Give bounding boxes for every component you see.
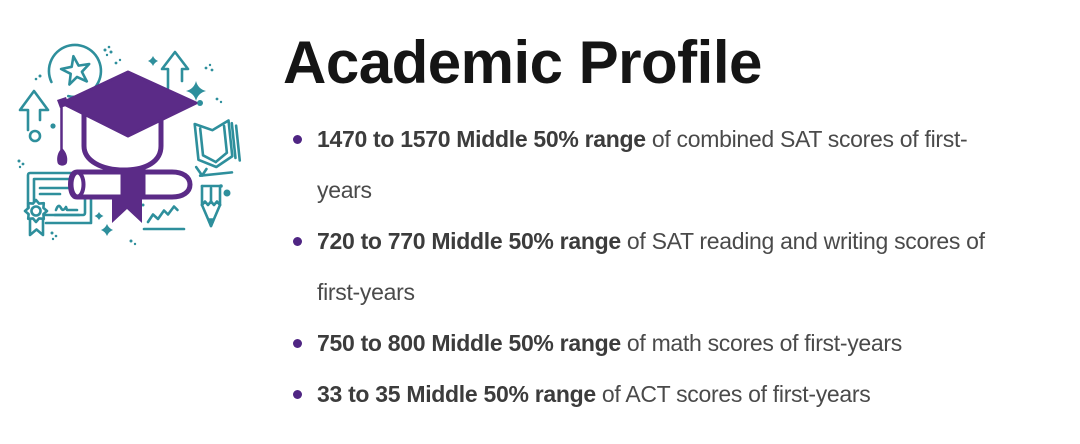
diploma-scroll-icon [71,169,191,224]
ribbon-banner [112,195,142,223]
stat-range: 750 to 800 Middle 50% range [317,330,621,356]
sparkle-icon [148,56,158,66]
up-arrow-right-icon [162,52,188,88]
list-item-act: 33 to 35 Middle 50% range of ACT scores of first-years [283,369,1080,420]
stat-range: 33 to 35 Middle 50% range [317,381,596,407]
up-arrow-left-icon [20,91,48,130]
star-icon [61,56,89,84]
list-item-sat-reading-writing: 720 to 770 Middle 50% range of SAT reading and writing scores of first-years [283,216,1080,318]
sparkle-icon [95,212,104,220]
open-book-icon [192,120,241,176]
stat-range: 1470 to 1570 Middle 50% range [317,126,646,152]
trend-line-icon [144,207,184,230]
academic-stats-list [283,114,1080,420]
tassel-icon [57,97,69,166]
rosette-icon [25,200,47,222]
ribbon-band [121,169,146,199]
stat-range: 720 to 770 Middle 50% range [317,228,621,254]
graduation-cap-illustration [0,0,270,260]
pencil-icon [202,186,220,226]
list-item-sat-combined: 1470 to 1570 Middle 50% range of combined SAT scores of first- years [283,114,1080,216]
small-circle [30,131,40,141]
graduation-cap-icon [57,72,196,170]
sparkle-icon [186,81,206,101]
sparkle-icon [101,224,113,236]
page-title: Academic Profile [283,29,762,96]
list-item-sat-math: 750 to 800 Middle 50% range of math scores of first-years [283,318,1080,369]
